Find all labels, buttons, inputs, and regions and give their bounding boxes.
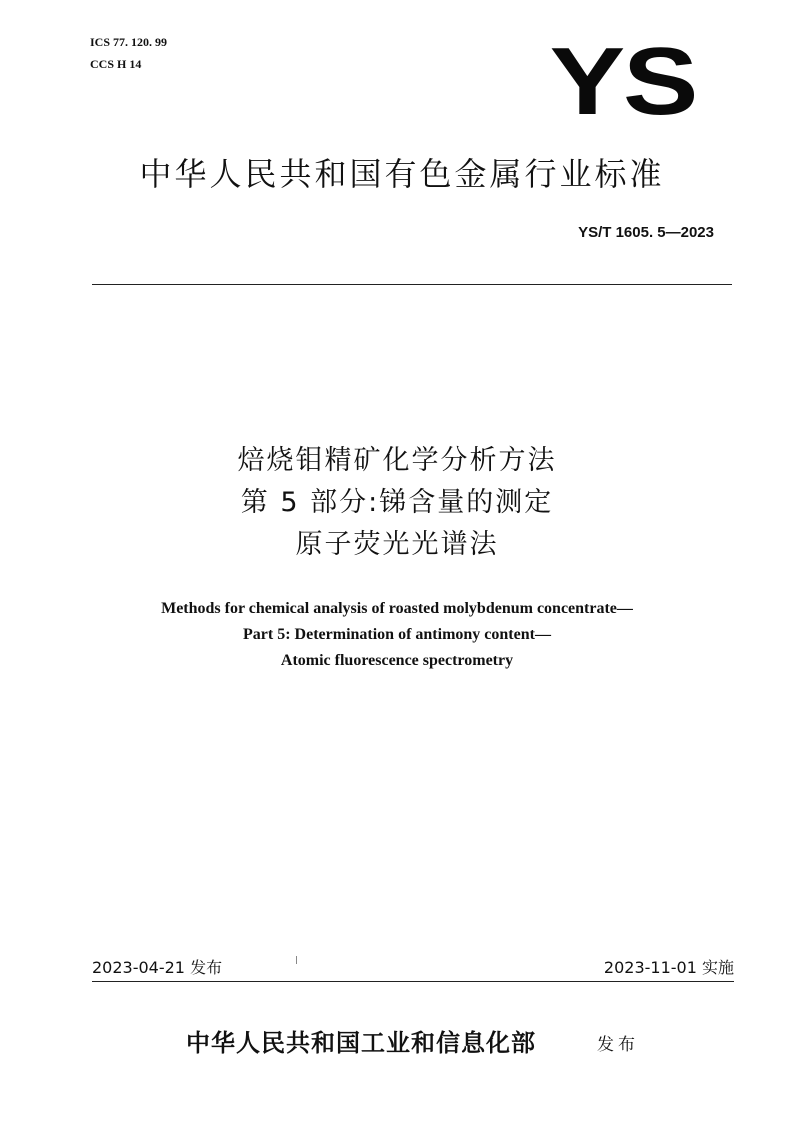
chinese-title bbox=[0, 440, 794, 566]
english-title-line-2: Part 5: Determination of antimony content— bbox=[243, 626, 551, 643]
tick-mark bbox=[296, 956, 297, 964]
standard-category: 中华人民共和国有色金属行业标准 bbox=[139, 155, 665, 193]
chinese-title-line-3: 原子荧光光谱法 bbox=[295, 529, 499, 560]
issue-date: 2023-04-21 发布 bbox=[92, 958, 223, 977]
ys-logo: YS bbox=[549, 28, 696, 135]
top-divider bbox=[92, 284, 732, 285]
english-title-line-3: Atomic fluorescence spectrometry bbox=[280, 652, 514, 669]
standard-number: YS/T 1605. 5—2023 bbox=[578, 224, 714, 241]
implementation-date: 2023-11-01 实施 bbox=[603, 958, 734, 977]
bottom-divider bbox=[92, 981, 734, 982]
ics-code: ICS 77. 120. 99 bbox=[90, 35, 168, 49]
issuing-authority: 中华人民共和国工业和信息化部 bbox=[186, 1028, 536, 1057]
issuing-label: 发布 bbox=[597, 1035, 639, 1055]
ccs-code: CCS H 14 bbox=[90, 57, 142, 71]
chinese-title-line-1: 焙烧钼精矿化学分析方法 bbox=[237, 445, 557, 476]
chinese-title-line-2: 第 5 部分:锑含量的测定 bbox=[240, 487, 554, 518]
english-title bbox=[0, 596, 794, 674]
english-title-line-1: Methods for chemical analysis of roasted molybdenum concentrate— bbox=[161, 600, 633, 617]
